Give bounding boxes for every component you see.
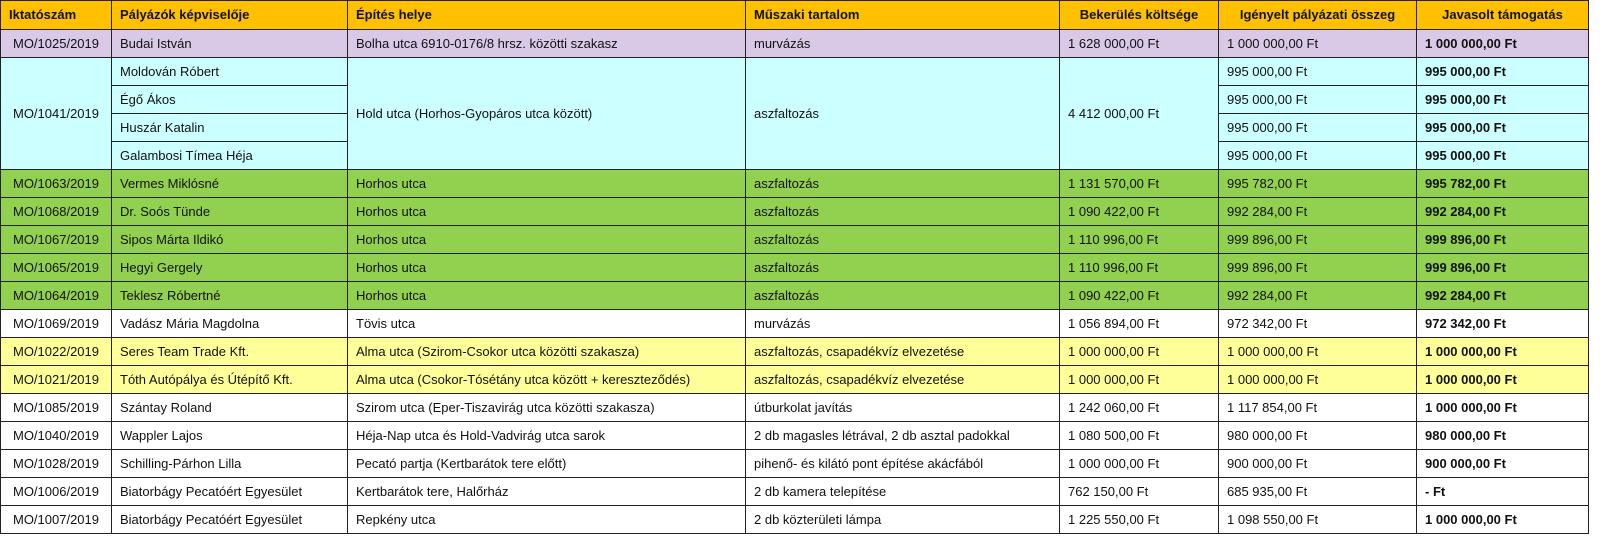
cell-tech: murvázás [746, 310, 1060, 338]
header-place: Építés helye [348, 1, 746, 30]
cell-sugg: 980 000,00 Ft [1417, 422, 1589, 450]
cell-req: 995 000,00 Ft [1219, 86, 1417, 114]
cell-tech: aszfaltozás [746, 254, 1060, 282]
cell-sugg: 995 782,00 Ft [1417, 170, 1589, 198]
cell-sugg: 1 000 000,00 Ft [1417, 506, 1589, 534]
cell-place: Horhos utca [348, 254, 746, 282]
cell-id: MO/1064/2019 [1, 282, 112, 310]
cell-rep: Hegyi Gergely [112, 254, 348, 282]
table-row [1, 338, 1589, 366]
cell-rep: Vermes Miklósné [112, 170, 348, 198]
cell-tech: 2 db magasles létrával, 2 db asztal padokkal [746, 422, 1060, 450]
cell-req: 999 896,00 Ft [1219, 254, 1417, 282]
table-row [1, 226, 1589, 254]
cell-cost: 1 090 422,00 Ft [1060, 282, 1219, 310]
cell-rep: Szántay Roland [112, 394, 348, 422]
cell-sugg: 999 896,00 Ft [1417, 254, 1589, 282]
table-row [1, 58, 1589, 86]
cell-place: Horhos utca [348, 198, 746, 226]
cell-sugg: 992 284,00 Ft [1417, 282, 1589, 310]
cell-cost: 1 056 894,00 Ft [1060, 310, 1219, 338]
cell-rep: Biatorbágy Pecatóért Egyesület [112, 478, 348, 506]
cell-cost: 1 110 996,00 Ft [1060, 226, 1219, 254]
cell-sugg: 1 000 000,00 Ft [1417, 394, 1589, 422]
cell-cost: 1 628 000,00 Ft [1060, 30, 1219, 58]
cell-req: 999 896,00 Ft [1219, 226, 1417, 254]
cell-sugg: 999 896,00 Ft [1417, 226, 1589, 254]
cell-req: 995 000,00 Ft [1219, 58, 1417, 86]
cell-rep: Seres Team Trade Kft. [112, 338, 348, 366]
cell-rep: Galambosi Tímea Héja [112, 142, 348, 170]
table-row [1, 450, 1589, 478]
cell-place: Alma utca (Szirom-Csokor utca közötti szakasza) [348, 338, 746, 366]
cell-sugg: 995 000,00 Ft [1417, 114, 1589, 142]
cell-sugg: 1 000 000,00 Ft [1417, 366, 1589, 394]
cell-req: 992 284,00 Ft [1219, 282, 1417, 310]
cell-tech: 2 db kamera telepítése [746, 478, 1060, 506]
cell-rep: Vadász Mária Magdolna [112, 310, 348, 338]
cell-place: Bolha utca 6910-0176/8 hrsz. közötti szakasz [348, 30, 746, 58]
header-tech: Műszaki tartalom [746, 1, 1060, 30]
cell-id: MO/1065/2019 [1, 254, 112, 282]
cell-rep: Wappler Lajos [112, 422, 348, 450]
table-row [1, 422, 1589, 450]
cell-req: 980 000,00 Ft [1219, 422, 1417, 450]
cell-place: Hold utca (Horhos-Gyopáros utca között) [348, 58, 746, 170]
table-row [1, 254, 1589, 282]
cell-req: 900 000,00 Ft [1219, 450, 1417, 478]
cell-id: MO/1021/2019 [1, 366, 112, 394]
header-sugg: Javasolt támogatás [1417, 1, 1589, 30]
cell-cost: 1 110 996,00 Ft [1060, 254, 1219, 282]
table-row [1, 506, 1589, 534]
cell-id: MO/1068/2019 [1, 198, 112, 226]
table-row [1, 478, 1589, 506]
cell-place: Héja-Nap utca és Hold-Vadvirág utca sarok [348, 422, 746, 450]
cell-place: Horhos utca [348, 170, 746, 198]
cell-sugg: 992 284,00 Ft [1417, 198, 1589, 226]
cell-rep: Sipos Márta Ildikó [112, 226, 348, 254]
cell-cost: 762 150,00 Ft [1060, 478, 1219, 506]
cell-id: MO/1022/2019 [1, 338, 112, 366]
cell-tech: aszfaltozás, csapadékvíz elvezetése [746, 366, 1060, 394]
cell-place: Alma utca (Csokor-Tósétány utca között + kereszteződés) [348, 366, 746, 394]
cell-place: Tövis utca [348, 310, 746, 338]
cell-req: 1 117 854,00 Ft [1219, 394, 1417, 422]
cell-sugg: 995 000,00 Ft [1417, 58, 1589, 86]
cell-id: MO/1040/2019 [1, 422, 112, 450]
cell-tech: murvázás [746, 30, 1060, 58]
cell-sugg: 1 000 000,00 Ft [1417, 30, 1589, 58]
cell-cost: 1 000 000,00 Ft [1060, 338, 1219, 366]
cell-id: MO/1067/2019 [1, 226, 112, 254]
cell-id: MO/1007/2019 [1, 506, 112, 534]
cell-place: Kertbarátok tere, Halőrház [348, 478, 746, 506]
cell-rep: Budai István [112, 30, 348, 58]
cell-sugg: 900 000,00 Ft [1417, 450, 1589, 478]
cell-req: 995 000,00 Ft [1219, 114, 1417, 142]
cell-sugg: 972 342,00 Ft [1417, 310, 1589, 338]
cell-req: 972 342,00 Ft [1219, 310, 1417, 338]
cell-id: MO/1063/2019 [1, 170, 112, 198]
cell-cost: 1 000 000,00 Ft [1060, 450, 1219, 478]
cell-sugg: 995 000,00 Ft [1417, 142, 1589, 170]
cell-req: 995 782,00 Ft [1219, 170, 1417, 198]
table-row [1, 170, 1589, 198]
cell-tech: aszfaltozás [746, 198, 1060, 226]
cell-place: Szirom utca (Eper-Tiszavirág utca közötti szakasza) [348, 394, 746, 422]
cell-rep: Biatorbágy Pecatóért Egyesület [112, 506, 348, 534]
table-row [1, 198, 1589, 226]
cell-tech: aszfaltozás [746, 170, 1060, 198]
cell-cost: 1 080 500,00 Ft [1060, 422, 1219, 450]
table-row [1, 282, 1589, 310]
table-row [1, 366, 1589, 394]
table-row [1, 310, 1589, 338]
cell-req: 1 098 550,00 Ft [1219, 506, 1417, 534]
cell-cost: 1 090 422,00 Ft [1060, 198, 1219, 226]
header-id: Iktatószám [1, 1, 112, 30]
cell-cost: 1 000 000,00 Ft [1060, 366, 1219, 394]
cell-sugg: 995 000,00 Ft [1417, 86, 1589, 114]
cell-rep: Tóth Autópálya és Útépítő Kft. [112, 366, 348, 394]
header-cost: Bekerülés költsége [1060, 1, 1219, 30]
cell-id: MO/1006/2019 [1, 478, 112, 506]
cell-rep: Dr. Soós Tünde [112, 198, 348, 226]
cell-cost: 1 242 060,00 Ft [1060, 394, 1219, 422]
header-req: Igényelt pályázati összeg [1219, 1, 1417, 30]
cell-rep: Moldován Róbert [112, 58, 348, 86]
cell-req: 995 000,00 Ft [1219, 142, 1417, 170]
cell-tech: útburkolat javítás [746, 394, 1060, 422]
header-rep: Pályázók képviselője [112, 1, 348, 30]
header-row [1, 1, 1589, 30]
cell-place: Horhos utca [348, 226, 746, 254]
cell-cost: 1 225 550,00 Ft [1060, 506, 1219, 534]
cell-req: 992 284,00 Ft [1219, 198, 1417, 226]
cell-rep: Huszár Katalin [112, 114, 348, 142]
cell-tech: 2 db közterületi lámpa [746, 506, 1060, 534]
cell-sugg: - Ft [1417, 478, 1589, 506]
cell-id: MO/1041/2019 [1, 58, 112, 170]
cell-tech: aszfaltozás [746, 58, 1060, 170]
cell-tech: aszfaltozás, csapadékvíz elvezetése [746, 338, 1060, 366]
cell-req: 685 935,00 Ft [1219, 478, 1417, 506]
cell-req: 1 000 000,00 Ft [1219, 30, 1417, 58]
cell-id: MO/1025/2019 [1, 30, 112, 58]
cell-place: Pecató partja (Kertbarátok tere előtt) [348, 450, 746, 478]
cell-id: MO/1085/2019 [1, 394, 112, 422]
cell-rep: Schilling-Párhon Lilla [112, 450, 348, 478]
cell-tech: aszfaltozás [746, 226, 1060, 254]
cell-place: Repkény utca [348, 506, 746, 534]
cell-cost: 1 131 570,00 Ft [1060, 170, 1219, 198]
cell-sugg: 1 000 000,00 Ft [1417, 338, 1589, 366]
cell-tech: aszfaltozás [746, 282, 1060, 310]
cell-rep: Teklesz Róbertné [112, 282, 348, 310]
table-row [1, 394, 1589, 422]
table-row [1, 30, 1589, 58]
cell-place: Horhos utca [348, 282, 746, 310]
cell-req: 1 000 000,00 Ft [1219, 338, 1417, 366]
cell-id: MO/1069/2019 [1, 310, 112, 338]
cell-req: 1 000 000,00 Ft [1219, 366, 1417, 394]
cell-tech: pihenő- és kilátó pont építése akácfából [746, 450, 1060, 478]
cell-rep: Égő Ákos [112, 86, 348, 114]
cell-cost: 4 412 000,00 Ft [1060, 58, 1219, 170]
cell-id: MO/1028/2019 [1, 450, 112, 478]
